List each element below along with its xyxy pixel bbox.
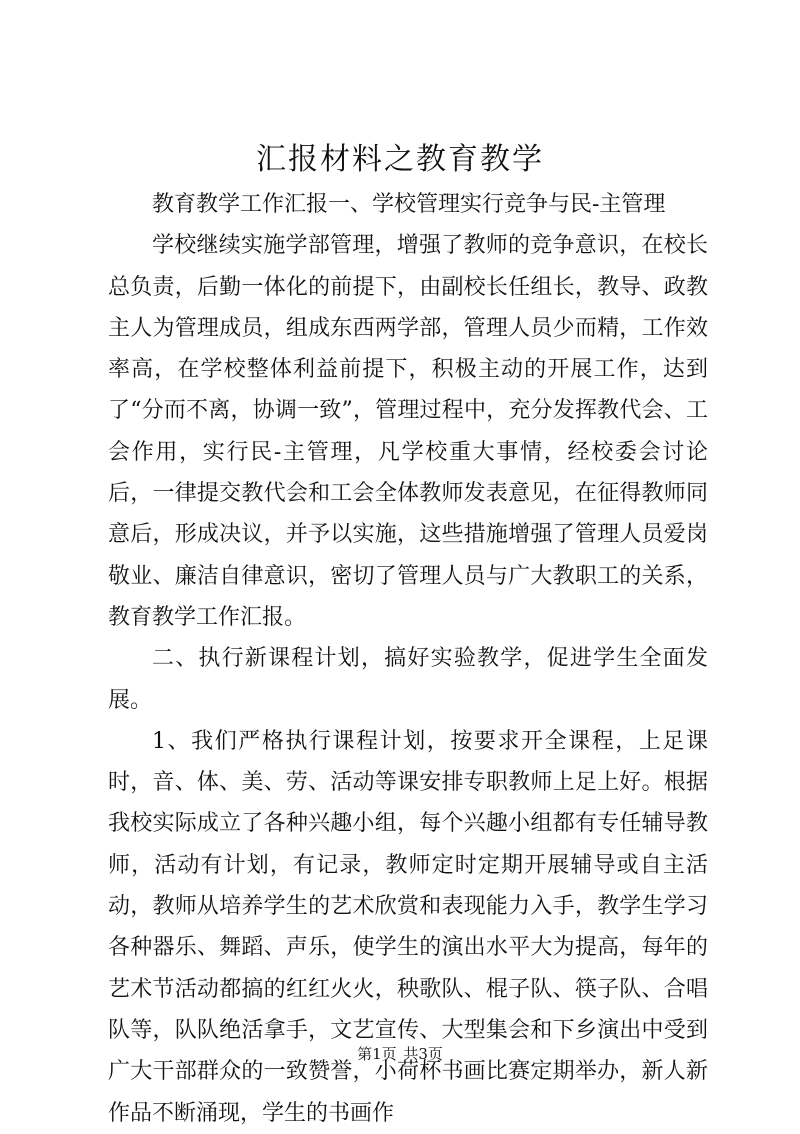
page-number: 第1页: [357, 1045, 397, 1063]
page-total: 共3页: [403, 1045, 443, 1063]
paragraph-curriculum-heading: 二、执行新课程计划，搞好实验教学，促进学生全面发展。: [108, 646, 708, 713]
paragraph-intro: 教育教学工作汇报一、学校管理实行竞争与民-主管理: [152, 192, 666, 217]
document-body: [108, 184, 708, 1134]
paragraph-curriculum-detail: 1、我们严格执行课程计划，按要求开全课程，上足课时，音、体、美、劳、活动等课安排专职教师上足上好。根据我校实际成立了各种兴趣小组，每个兴趣小组都有专任辅导教师，活动有计划，有记录，教师定时定期开展辅导或自主活动，教师从培养学生的艺术欣赏和表现能力入手，教学生学习各种器乐、舞蹈、声乐，使学生的演出水平大为提高，每年的艺术节活动都搞的红红火火，秧歌队、棍子队、筷子队、合唱队等，队队绝活拿手，文艺宣传、大型集会和下乡演出中受到广大干部群众的一致赞誉，小荷杯书画比赛定期举办，新人新作品不断涌现，学生的书画作: [108, 728, 708, 1126]
document-title: 汇报材料之教育教学: [256, 142, 544, 177]
paragraph-management: 学校继续实施学部管理，增强了教师的竞争意识，在校长总负责，后勤一体化的前提下，由副校长任组长，教导、政教主人为管理成员，组成东西两学部，管理人员少而精，工作效率高，在学校整体利益前提下，积极主动的开展工作，达到了“分而不离，协调一致”，管理过程中，充分发挥教代会、工会作用，实行民-主管理，凡学校重大事情，经校委会讨论后，一律提交教代会和工会全体教师发表意见，在征得教师同意后，形成决议，并予以实施，这些措施增强了管理人员爱岗敬业、廉洁自律意识，密切了管理人员与广大教职工的关系，教育教学工作汇报。: [108, 233, 708, 630]
page-footer: [0, 1044, 800, 1064]
